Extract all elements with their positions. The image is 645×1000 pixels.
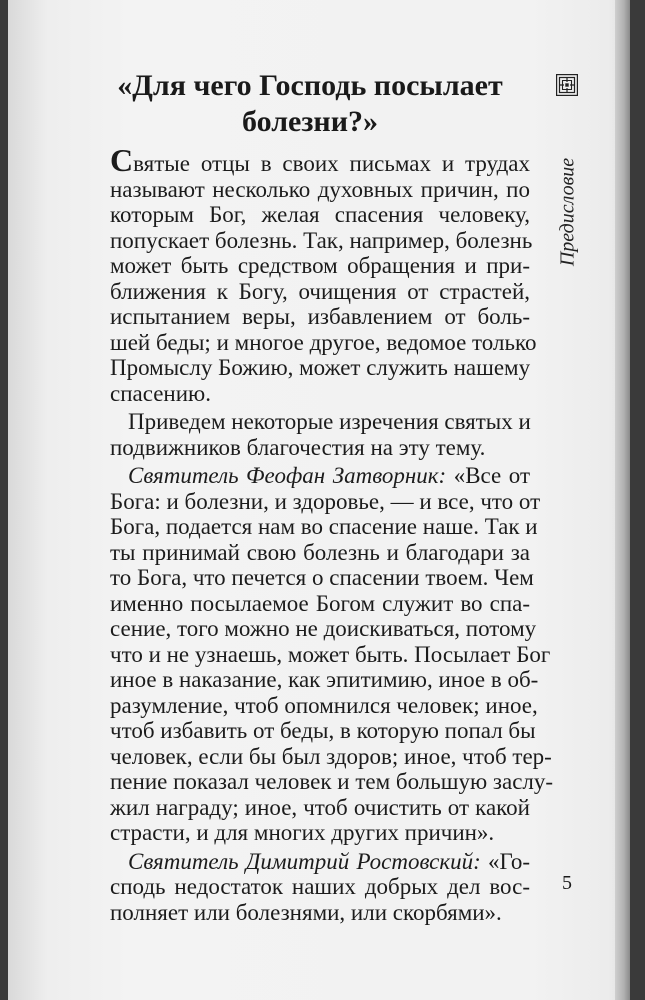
title-line: болезни?» bbox=[242, 105, 378, 138]
text-line: полняет или болезнями, или скорбями». bbox=[110, 899, 502, 925]
text-line: что и не узнаешь, может быть. Посылает Бог bbox=[110, 641, 551, 667]
text-line: испытанием веры, избавлением от боль- bbox=[110, 304, 530, 329]
ornament-icon bbox=[556, 74, 578, 96]
text-line: пение показал человек и тем большую заслу- bbox=[110, 769, 554, 794]
drop-cap: С bbox=[110, 142, 134, 178]
page-body bbox=[110, 142, 554, 925]
paragraph-2 bbox=[110, 409, 530, 460]
text-line: Бога: и болезни, и здоровье, — и все, что от bbox=[110, 488, 541, 514]
text-line: сение, того можно не доискиваться, потому bbox=[110, 616, 537, 641]
text-line: человек, если бы был здоров; иное, чтоб тер- bbox=[110, 743, 552, 769]
text-line: называют несколько духовных причин, по bbox=[110, 176, 530, 202]
text-line: может быть средством обращения и при- bbox=[110, 253, 530, 278]
quote-author: Святитель Димитрий Ростовский: bbox=[128, 848, 481, 874]
chapter-title bbox=[100, 68, 520, 140]
text-line: Приведем некоторые изречения святых и bbox=[128, 409, 531, 434]
text-line: Святые отцы в своих письмах и трудах bbox=[110, 142, 530, 178]
paragraph-3 bbox=[110, 463, 554, 846]
text-line: спасению. bbox=[110, 380, 211, 406]
text-line: то Бога, что печется о спасении твоем. Чем bbox=[110, 565, 534, 590]
text-line: Святитель Димитрий Ростовский: «Го- bbox=[128, 848, 530, 874]
text-line: Бога, подается нам во спасение наше. Так и bbox=[110, 514, 538, 539]
text-line: подвижников благочестия на эту тему. bbox=[110, 434, 486, 460]
quote-author: Святитель Феофан Затворник: bbox=[128, 463, 447, 488]
section-label bbox=[556, 112, 580, 312]
text-line: Промыслу Божию, может служить нашему bbox=[110, 355, 531, 380]
page-number: 5 bbox=[562, 872, 572, 894]
text-line: разумление, чтоб опомнился человек; иное, bbox=[110, 692, 538, 718]
page-edge bbox=[615, 0, 630, 1000]
paragraph-4 bbox=[110, 849, 530, 926]
section-label-text: Предисловие bbox=[556, 157, 579, 267]
text-line: страсти, и для многих других причин». bbox=[110, 820, 495, 845]
title-line: «Для чего Господь посылает bbox=[117, 69, 503, 102]
text-line: сподь недостаток наших добрых дел вос- bbox=[110, 874, 530, 899]
text-line: которым Бог, желая спасения человеку, bbox=[110, 202, 530, 227]
text-line: чтоб избавить от беды, в которую попал бы bbox=[110, 718, 536, 743]
text-line: иное в наказание, как эпитимию, иное в об- bbox=[110, 667, 539, 692]
text-line: именно посылаемое Богом служит во спа- bbox=[110, 590, 530, 616]
text-line: попускает болезнь. Так, например, болезнь bbox=[110, 227, 533, 253]
text-line: шей беды; и многое другое, ведомое только bbox=[110, 329, 537, 355]
book-page bbox=[8, 0, 630, 1000]
text-line: ближения к Богу, очищения от страстей, bbox=[110, 278, 530, 304]
text-line: жил награду; иное, чтоб очистить от какой bbox=[110, 794, 530, 820]
text-line: ты принимай свою болезнь и благодари за bbox=[110, 539, 530, 565]
paragraph-1 bbox=[110, 142, 537, 406]
text-line: Святитель Феофан Затворник: «Все от bbox=[128, 463, 530, 488]
